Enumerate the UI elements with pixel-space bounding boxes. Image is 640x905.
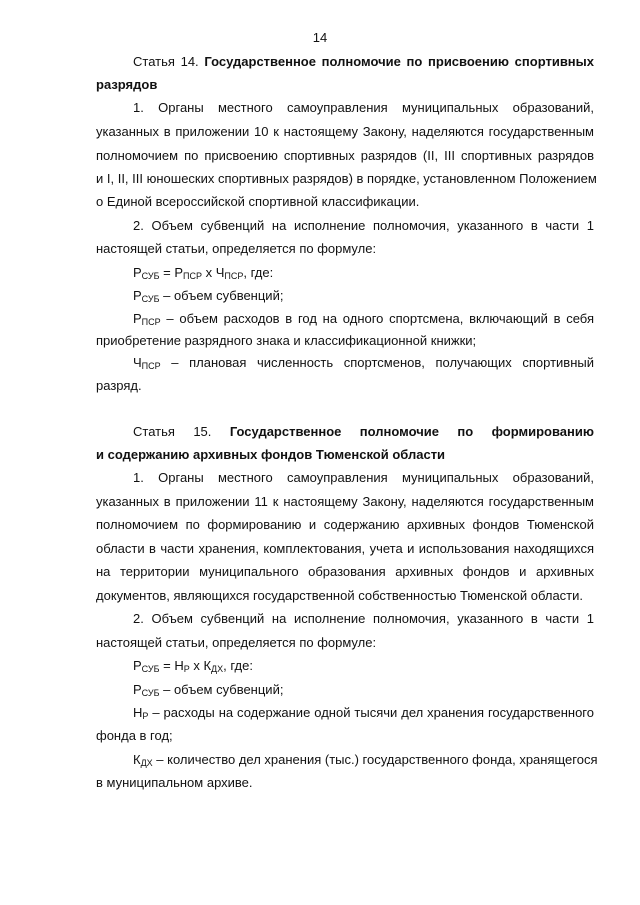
a14-p1-line-2: указанных в приложении 10 к настоящему Закону, наделяются государственным [96, 124, 594, 139]
a15-p2-line-2: настоящей статьи, определяется по формуле: [96, 635, 377, 650]
page-number: 14 [312, 30, 328, 45]
a15-p1-line-1: 1. Органы местного самоуправления муниципальных образований, [133, 470, 594, 485]
a14-p1-line-3: полномочием по присвоению спортивных разрядов (II, III спортивных разрядов [96, 148, 594, 163]
a14-p1-line-1: 1. Органы местного самоуправления муниципальных образований, [133, 100, 594, 115]
a14-formula: $Р_{СУБ} = Р_{ПСР}$ x $Ч_{ПСР}$, где: [133, 265, 274, 281]
a14-p1-line-4: и I, II, III юношеских спортивных разрядов) в порядке, установленном Положением [96, 171, 597, 186]
article-15-prefix: Статья 15. [133, 424, 212, 439]
a15-p1-line-4: области в части хранения, комплектования, учета и использования находящихся [96, 541, 594, 556]
a14-p2-line-2: настоящей статьи, определяется по формуле: [96, 241, 377, 256]
a15-def-2-line-1: $Н_Р$ – расходы на содержание одной тысячи дел хранения государственного [133, 705, 594, 721]
a15-formula: $Р_{СУБ} = Н_Р$ x $К_{ДХ}$, где: [133, 658, 253, 674]
article-15-heading-line-1 [133, 424, 594, 440]
a14-def-3-line-2: разряд. [96, 378, 142, 393]
a14-def-1: $Р_{СУБ}$ – объем субвенций; [133, 288, 284, 304]
a15-def-3-line-1: $К_{ДХ}$ – количество дел хранения (тыс.) государственного фонда, хранящегося [133, 752, 598, 768]
a15-def-1: $Р_{СУБ}$ – объем субвенций; [133, 682, 284, 698]
a15-p1-line-2: указанных в приложении 11 к настоящему Закону, наделяются государственным [96, 494, 594, 509]
a14-p1-line-5: о Единой всероссийской спортивной классификации. [96, 194, 420, 209]
a15-p1-line-6: документов, являющихся государственной собственностью Тюменской области. [96, 588, 583, 603]
article-15-title-part-2: и содержанию архивных фондов Тюменской области [96, 447, 446, 462]
a15-def-2-line-2: фонда в год; [96, 728, 173, 743]
article-14-title-part-2: разрядов [96, 77, 158, 92]
a14-def-2-line-2: приобретение разрядного знака и классификационной книжки; [96, 333, 477, 348]
a15-p1-line-5: на территории муниципального образования архивных фондов и архивных [96, 564, 594, 579]
article-14-heading-line-1 [133, 54, 594, 70]
a15-def-3-line-2: в муниципальном архиве. [96, 775, 253, 790]
a15-p2-line-1: 2. Объем субвенций на исполнение полномочия, указанного в части 1 [133, 611, 594, 626]
a14-def-2-line-1: $Р_{ПСР}$ – объем расходов в год на одного спортсмена, включающий в себя [133, 311, 594, 327]
a15-p1-line-3: полномочием по формированию и содержанию архивных фондов Тюменской [96, 517, 594, 532]
article-14-title-part-1: Государственное полномочие по присвоению спортивных [204, 54, 594, 69]
a14-def-3-line-1: $Ч_{ПСР}$ – плановая численность спортсменов, получающих спортивный [133, 355, 594, 371]
article-14-prefix: Статья 14. [133, 54, 199, 69]
article-15-title-part-1: Государственное полномочие по формированию [229, 424, 594, 439]
a14-p2-line-1: 2. Объем субвенций на исполнение полномочия, указанного в части 1 [133, 218, 594, 233]
